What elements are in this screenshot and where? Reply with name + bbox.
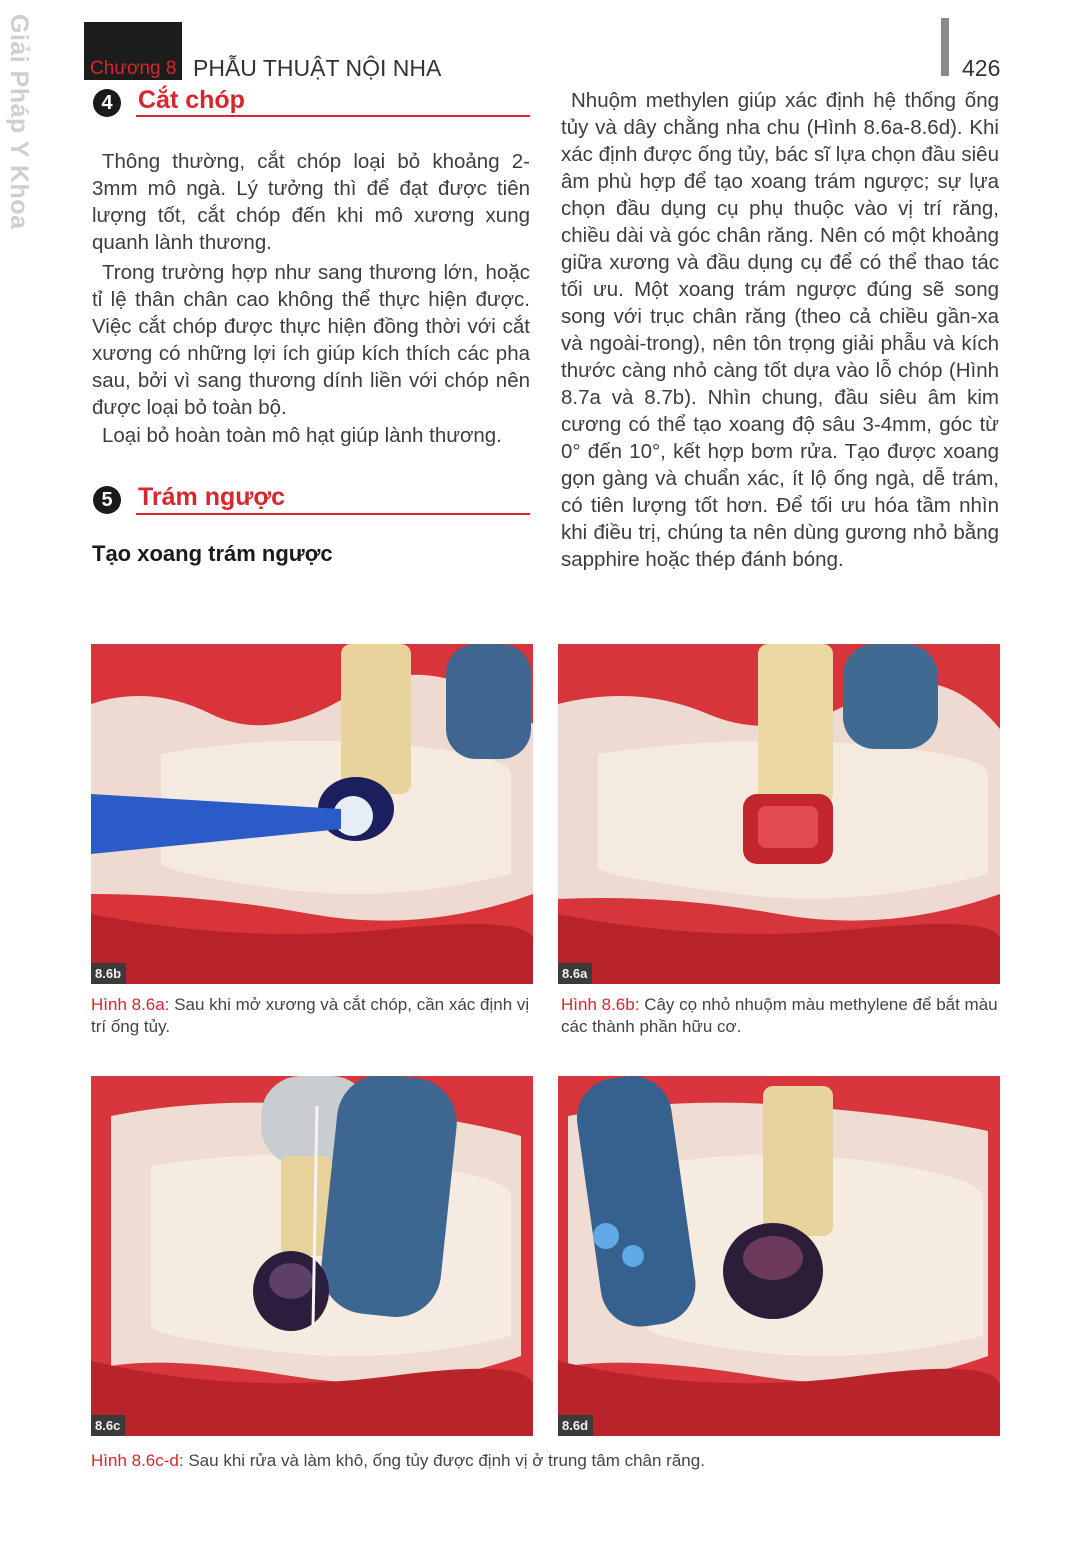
paragraph-apicoectomy-1: Thông thường, cắt chóp loại bỏ khoảng 2-3mm mô ngà. Lý tưởng thì để đạt được tiên lượng tốt, cắt chóp đến khi mô xương xung quanh lành thương. — [92, 150, 530, 254]
section-title-4: Cắt chóp — [138, 86, 245, 114]
paragraph-retrograde-preparation: Nhuộm methylen giúp xác định hệ thống ống tủy và dây chằng nha chu (Hình 8.6a-8.6d). Khi xác định được ống tủy, bác sĩ lựa chọn đầu siêu âm phù hợp để tạo xoang trám ngược; sự lựa chọn đầu dụng cụ phụ thuộc vào vị trí răng, chiều dài và góc chân răng. Nên có một khoảng giữa xương và đầu dụng cụ để có thể thao tác tối ưu. Một xoang trám ngược đúng sẽ song song với trục chân răng (theo cả chiều gần-xa và ngoài-trong), nên tôn trọng giải phẫu và kích thước càng nhỏ càng tốt dựa vào lỗ chóp (Hình 8.7a và 8.7b). Nhìn chung, đầu siêu âm kim cương có thể tạo xoang độ sâu 3-4mm, góc từ 0° đến 10°, kết hợp bơm rửa. Tạo được xoang gọn gàng và chuẩn xác, ít lộ ống ngà, dễ trám, có tiên lượng tốt hơn. Để tối ưu hóa tầm nhìn khi điều trị, chúng ta nên dùng gương nhỏ bằng sapphire hoặc thép đánh bóng. — [561, 89, 999, 571]
photo-canal-rinse — [91, 1076, 533, 1436]
figure-tag-3: 8.6c — [91, 1415, 125, 1436]
section-rule-5 — [136, 513, 530, 515]
photo-canal-located — [558, 1076, 1000, 1436]
section-title-5: Trám ngược — [138, 483, 286, 511]
figure-photo-1 — [91, 644, 533, 984]
caption-text-bottom: Sau khi rửa và làm khô, ống tủy được định vị ở trung tâm chân răng. — [188, 1451, 705, 1470]
photo-resected-root — [558, 644, 1000, 984]
subheading: Tạo xoang trám ngược — [92, 541, 333, 566]
figure-tag-4: 8.6d — [558, 1415, 593, 1436]
chapter-label: Chương 8 — [90, 58, 177, 79]
photo-brush-methylene — [91, 644, 533, 984]
figure-photo-2 — [558, 644, 1000, 984]
figure-caption-1 — [91, 994, 533, 1038]
caption-text-2: Cây cọ nhỏ nhuộm màu methylene để bắt màu các thành phần hữu cơ. — [561, 995, 998, 1036]
caption-label-2: Hình 8.6b: — [561, 995, 640, 1014]
section-rule-4 — [136, 115, 530, 117]
figure-caption-bottom — [91, 1450, 1001, 1472]
figure-tag-1: 8.6b — [91, 963, 126, 984]
caption-label-1: Hình 8.6a: — [91, 995, 170, 1014]
figure-caption-2 — [561, 994, 1001, 1038]
paragraph-apicoectomy-3: Loại bỏ hoàn toàn mô hạt giúp lành thương. — [102, 424, 502, 447]
section-number-4: 4 — [93, 89, 121, 117]
watermark: Giải Pháp Y Khoa — [5, 14, 33, 230]
chapter-title: PHẪU THUẬT NỘI NHA — [193, 55, 442, 81]
header-divider — [941, 18, 949, 76]
figure-photo-3 — [91, 1076, 533, 1436]
section-number-5: 5 — [93, 486, 121, 514]
figure-photo-4 — [558, 1076, 1000, 1436]
paragraph-apicoectomy-2: Trong trường hợp như sang thương lớn, hoặc tỉ lệ thân chân cao không thể thực hiện được. Việc cắt chóp được thực hiện đồng thời với cắt xương có những lợi ích giúp kích thích các pha sau, bởi vì sang thương dính liền với chóp nên được loại bỏ toàn bộ. — [92, 261, 530, 419]
caption-label-bottom: Hình 8.6c-d: — [91, 1451, 184, 1470]
page-number: 426 — [962, 55, 1001, 81]
caption-text-1: Sau khi mở xương và cắt chóp, cần xác định vị trí ống tủy. — [91, 995, 530, 1036]
figure-tag-2: 8.6a — [558, 963, 592, 984]
